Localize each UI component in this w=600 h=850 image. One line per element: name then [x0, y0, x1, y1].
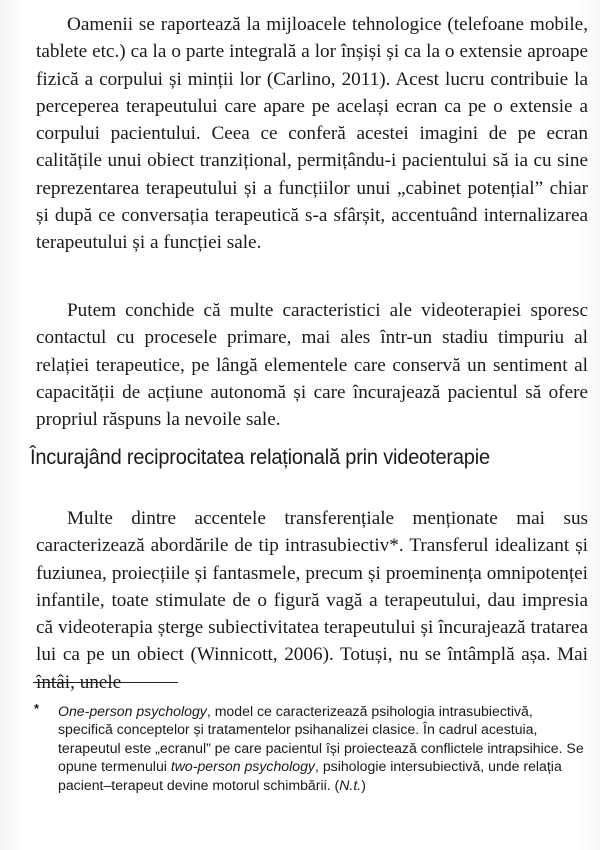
footnote-text-part-1: , model ce caracterizează psihologia intrasubiectivă, specifică conceptelor și tratamentelor psihanalizei clasice. În cadrul acestuia, terapeutul este „ecranul” pe care pacientul își proiectează conflictele intrapsihice. Se opune termenului: [58, 703, 584, 775]
footnote-text: [58, 702, 590, 794]
body-paragraph-3: [36, 505, 588, 696]
footnote-divider: [33, 682, 178, 683]
paragraph-text: Putem conchide că multe caracteristici ale videoterapiei sporesc contactul cu procesele primare, mai ales într-un stadiu timpuriu al relației terapeutice, pe lângă elementele care conservă un sentiment al capacității de acțiune autonomă și care încurajează pacientul să ofere propriul răspuns la nevoile sale.: [36, 300, 588, 431]
footnote-marker: *: [34, 701, 40, 716]
section-heading: Încurajând reciprocitatea relațională prin videoterapie: [30, 445, 490, 469]
translator-note: N.t.: [339, 776, 362, 793]
paragraph-text: Multe dintre accentele transferențiale menționate mai sus caracterizează abordările de tip intrasubiectiv*. Transferul idealizant și fuziunea, proiecțiile și fantasmele, precum și proeminența omnipotenței infantile, toate stimulate de o figură vagă a terapeutului, dau impresia că videoterapia șterge subiectivitatea terapeutului și încurajează tratarea lui ca pe un obiect (Winnicott, 2006). Totuși, nu se întâmplă așa. Mai întâi, unele: [36, 508, 588, 693]
footnote-term-two-person: two-person psychology: [170, 758, 315, 775]
paragraph-text: Oamenii se raportează la mijloacele tehnologice (telefoane mobile, tablete etc.) ca la o parte integrală a lor înșiși și ca la o extensie aproape fizică a corpului și minții lor (Carlino, 2011). Acest lucru contribuie la perceperea terapeutului care apare pe același ecran ca pe o extensie a corpului pacientului. Ceea ce conferă acestei imagini de pe ecran calitățile unui obiect tranzițional, permițându-i pacientului să ia cu sine reprezentarea terapeutului și a funcțiilor unui „cabinet potențial” chiar și după ce conversația terapeutică s-a sfârșit, accentuând internalizarea terapeutului și a funcției sale.: [36, 14, 588, 254]
footnote-text-part-3: ): [361, 776, 366, 793]
body-paragraph-1: [36, 11, 588, 257]
body-paragraph-2: [36, 297, 588, 433]
footnote-text-part-2: , psihologie intersubiectivă, unde relația pacient–terapeut devine motorul schimbării. (: [58, 758, 562, 793]
footnote-term-one-person: One-person psychology: [58, 703, 207, 719]
footnote: [34, 702, 590, 794]
